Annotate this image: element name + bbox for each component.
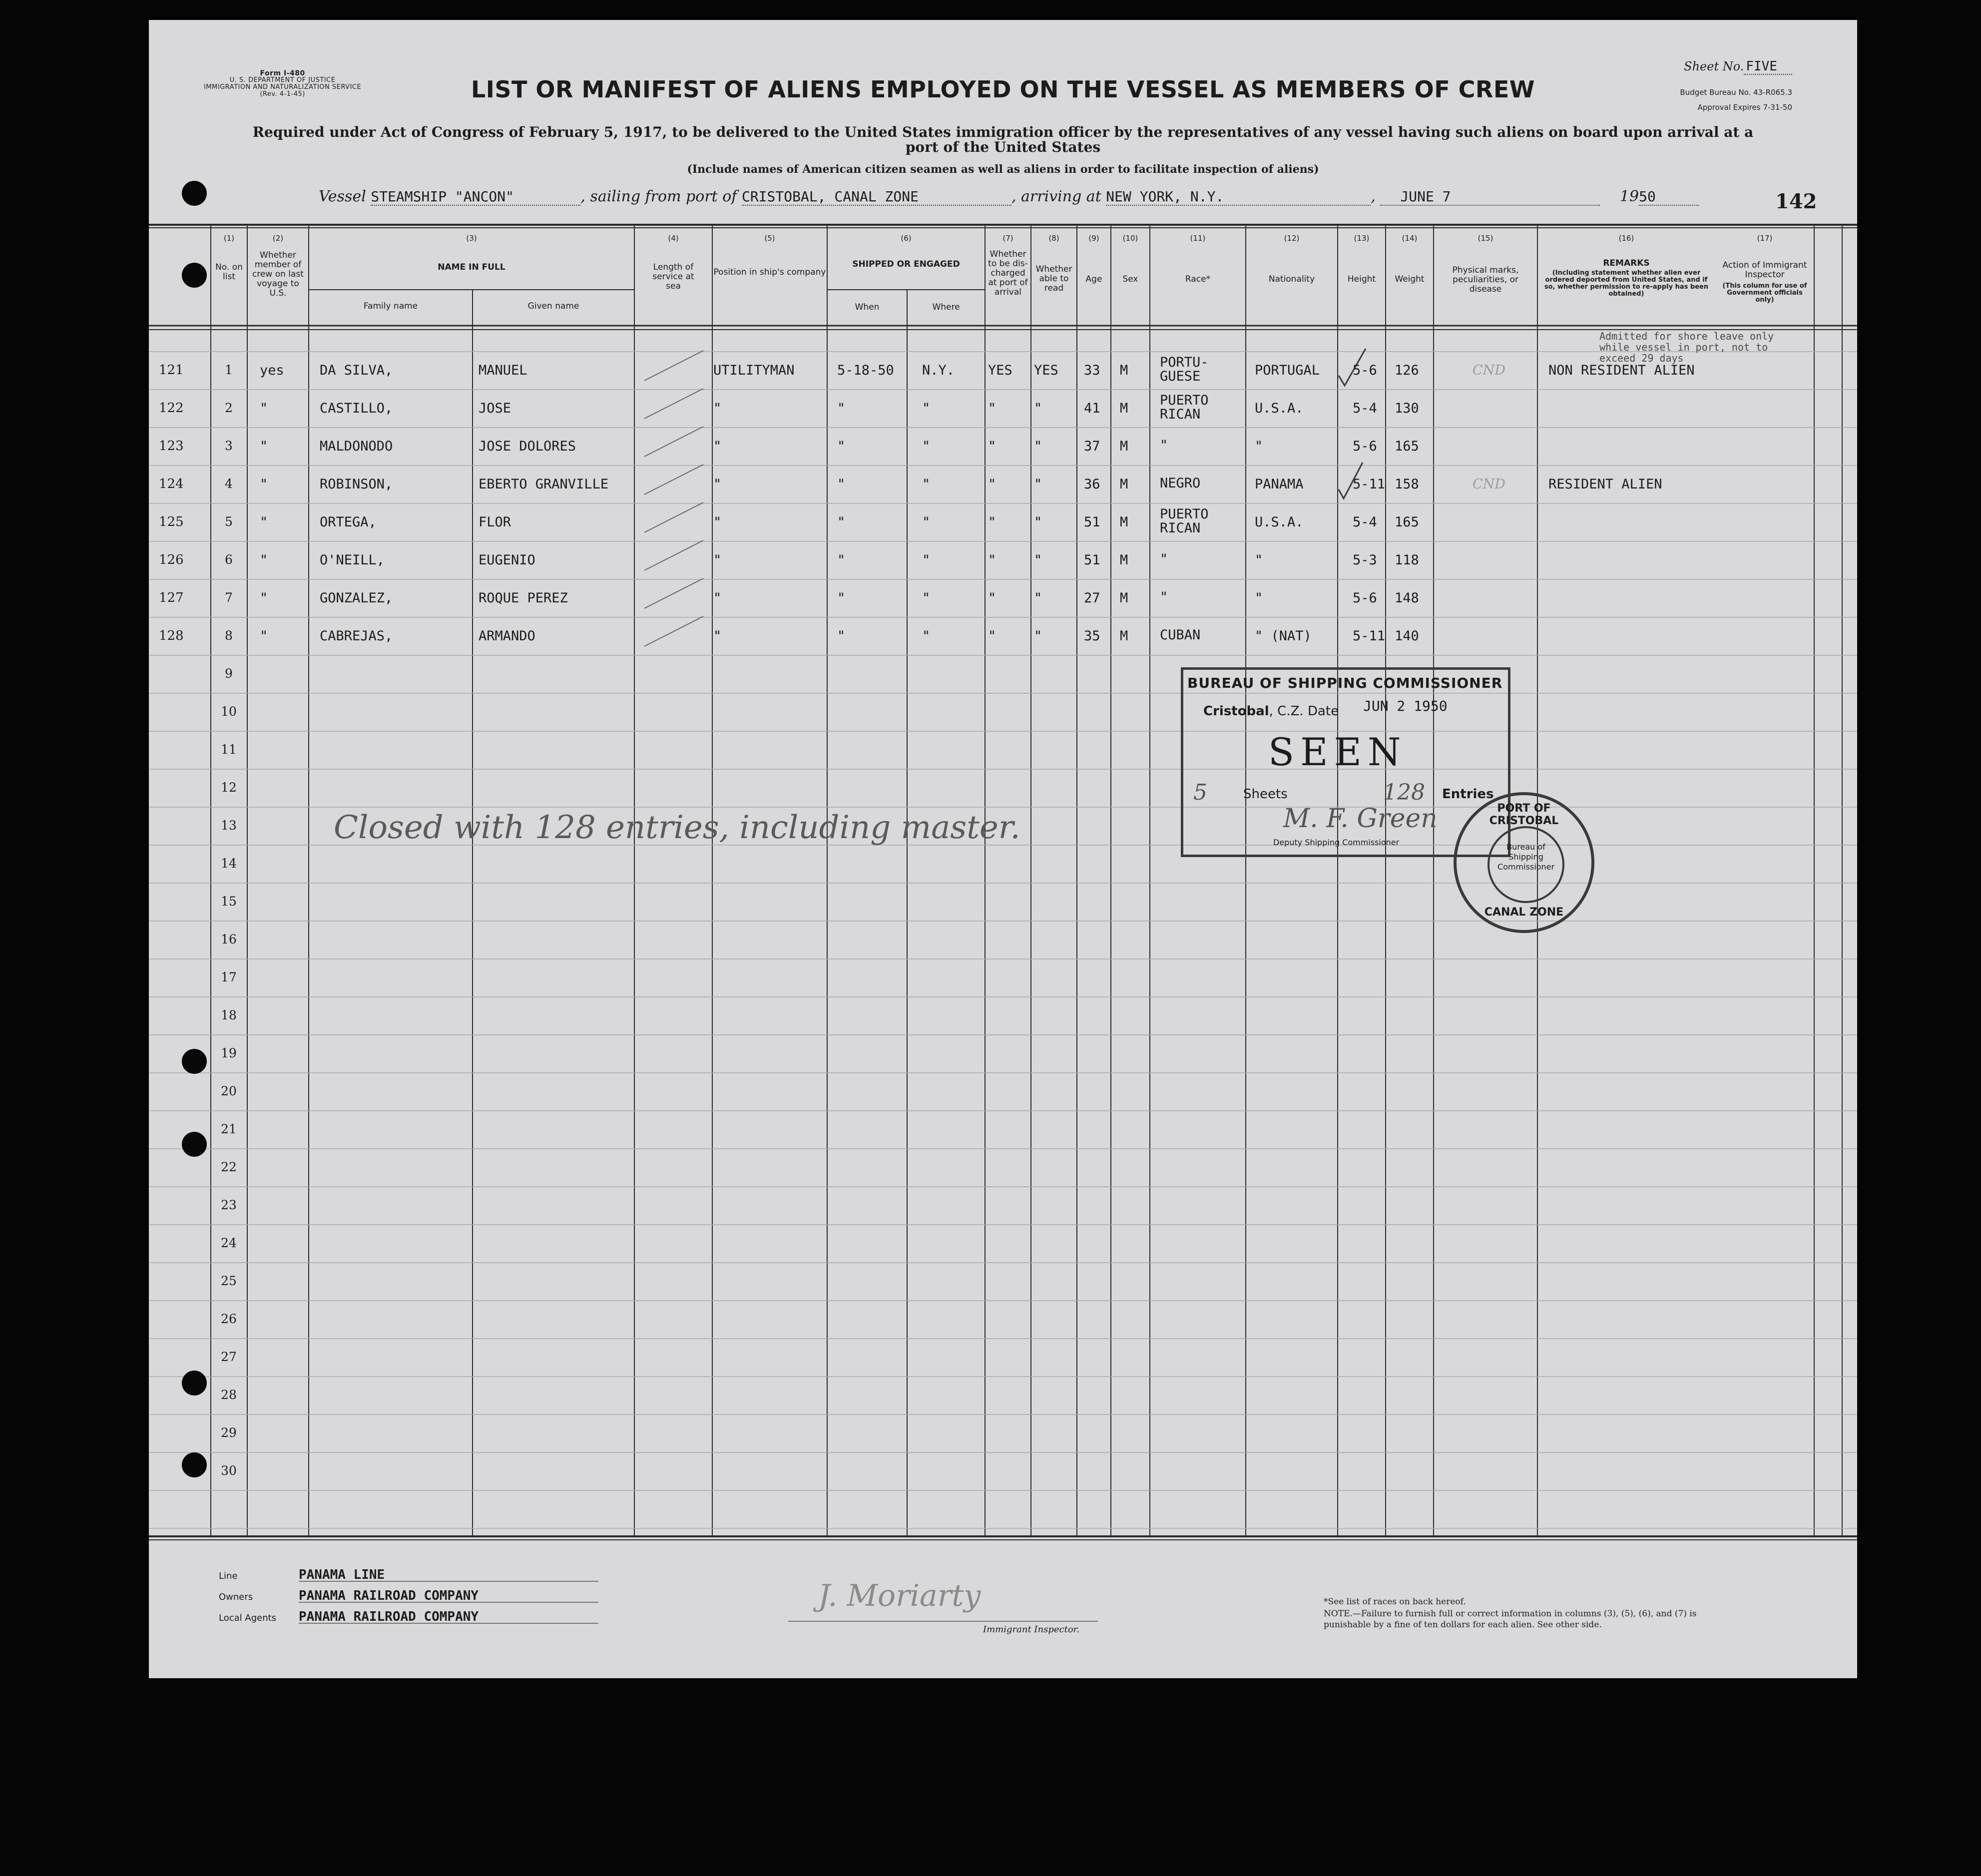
margin-number: 123	[159, 439, 184, 454]
given-name: JOSE DOLORES	[479, 439, 576, 454]
crew-member-flag: "	[260, 590, 268, 606]
age: 41	[1084, 401, 1100, 416]
row-number: 7	[225, 590, 233, 605]
race: CUBAN	[1160, 627, 1201, 643]
to-be-discharged: "	[988, 476, 996, 492]
agents-value: PANAMA RAILROAD COMPANY	[299, 1609, 479, 1624]
weight: 130	[1395, 401, 1419, 416]
binder-hole	[182, 263, 207, 288]
age: 36	[1084, 476, 1100, 492]
hdr-nationality: Nationality	[1268, 274, 1315, 284]
col-num-10: (10)	[1122, 234, 1138, 243]
col-num-11: (11)	[1190, 234, 1206, 243]
col-num-8: (8)	[1048, 234, 1059, 243]
stamp-entries-label: Entries	[1442, 787, 1494, 802]
age: 51	[1084, 552, 1100, 568]
hdr-age: Age	[1085, 274, 1102, 284]
binder-hole	[182, 1452, 207, 1477]
given-name: EUGENIO	[479, 552, 535, 568]
hdr-height: Height	[1347, 274, 1376, 284]
race: PUERTO	[1160, 506, 1209, 522]
row-number: 17	[221, 970, 237, 984]
family-name: CABREJAS,	[320, 628, 393, 644]
margin-number: 125	[159, 514, 184, 529]
age: 27	[1084, 590, 1100, 606]
hdr-remarks: REMARKS	[1603, 258, 1650, 268]
footer-rules	[149, 20, 1857, 1678]
sheet-no-label: Sheet No.	[1684, 59, 1744, 73]
race: "	[1160, 589, 1168, 605]
inspector-signature: J. Moriarty	[818, 1578, 981, 1613]
row-number: 11	[221, 742, 237, 757]
shipped-when: "	[837, 514, 846, 530]
race-note: *See list of races on back hereof.	[1324, 1597, 1466, 1607]
family-name: DA SILVA,	[320, 363, 393, 378]
row-number: 2	[225, 401, 233, 415]
race-line-2: GUESE	[1160, 369, 1201, 384]
margin-number: 128	[159, 628, 184, 643]
arriving-label: , arriving at	[1011, 188, 1101, 205]
service: IMMIGRATION AND NATURALIZATION SERVICE	[204, 83, 362, 91]
form-subtitle: Required under Act of Congress of February 5, 1917, to be delivered to the United States immigration officer by the representatives of any vessel having such aliens on board upon arrival at a port of the United States	[252, 124, 1754, 155]
seal-bottom-text: CANAL ZONE	[1484, 906, 1564, 919]
family-name: CASTILLO,	[320, 401, 393, 416]
line-value: PANAMA LINE	[299, 1567, 385, 1582]
race: "	[1160, 438, 1168, 453]
to-be-discharged: "	[988, 401, 996, 416]
able-to-read: "	[1034, 590, 1042, 606]
position: "	[713, 476, 722, 492]
col-num-14: (14)	[1402, 234, 1418, 243]
crew-member-flag: "	[260, 514, 268, 530]
penalty-note: NOTE.—Failure to furnish full or correct information in columns (3), (5), (6), and (7) is punishable by a fine of ten dollars for each alien. See other side.	[1324, 1609, 1697, 1630]
shipped-where: N.Y.	[922, 363, 955, 378]
hdr-sex: Sex	[1122, 274, 1138, 284]
to-be-discharged: "	[988, 628, 996, 644]
nationality: U.S.A.	[1255, 401, 1304, 416]
shipped-where: "	[922, 590, 931, 606]
row-number: 8	[225, 628, 233, 643]
row-number: 20	[221, 1084, 237, 1098]
family-name: MALDONODO	[320, 439, 393, 454]
col-num-6: (6)	[901, 234, 912, 243]
hdr-when: When	[855, 302, 880, 312]
row-number: 9	[225, 666, 233, 681]
col-num-9: (9)	[1088, 234, 1099, 243]
shipped-when: "	[837, 439, 846, 454]
nationality: " (NAT)	[1255, 628, 1312, 644]
arrival-date: JUNE 7	[1380, 188, 1600, 206]
given-name: MANUEL	[479, 363, 527, 378]
height: 5-6	[1353, 363, 1377, 378]
sheet-no-value: FIVE	[1744, 59, 1792, 75]
weight: 165	[1395, 439, 1419, 454]
col-num-12: (12)	[1284, 234, 1300, 243]
row-number: 1	[225, 363, 233, 377]
margin-number: 126	[159, 552, 184, 567]
margin-number: 127	[159, 590, 184, 605]
nationality: "	[1255, 552, 1263, 568]
hdr-race: Race*	[1185, 274, 1211, 284]
stamp-signature: M. F. Green	[1283, 804, 1438, 834]
weight: 140	[1395, 628, 1419, 644]
hdr-remarks-sub: (Including statement whether alien ever ordered deported from United States, and if so, whether permission to re-apply has been obtained)	[1544, 269, 1709, 298]
row-number: 14	[221, 856, 237, 871]
to-be-discharged: "	[988, 590, 996, 606]
row-number: 16	[221, 932, 237, 946]
shipped-where: "	[922, 476, 931, 492]
sex: M	[1120, 476, 1128, 492]
row-number: 13	[221, 818, 237, 833]
row-number: 25	[221, 1274, 237, 1288]
col-num-3: (3)	[466, 234, 477, 243]
hdr-action: Action of Immigrant Inspector	[1722, 260, 1807, 280]
family-name: ORTEGA,	[320, 514, 377, 530]
row-number: 12	[221, 780, 237, 795]
weight: 126	[1395, 363, 1419, 378]
height: 5-6	[1353, 590, 1377, 606]
weight: 165	[1395, 514, 1419, 530]
inspector-label: Immigrant Inspector.	[983, 1624, 1080, 1635]
sex: M	[1120, 363, 1128, 378]
stamp-date: JUN 2 1950	[1363, 698, 1448, 714]
col-num-5: (5)	[764, 234, 775, 243]
arrival-year: 50	[1639, 188, 1699, 206]
sex: M	[1120, 628, 1128, 644]
position: "	[713, 590, 722, 606]
position: "	[713, 628, 722, 644]
crew-member-flag: yes	[260, 363, 284, 378]
approval-expires: Approval Expires 7-31-50	[1697, 103, 1792, 112]
race: PORTU-	[1160, 355, 1209, 370]
hdr-discharged: Whether to be dis-charged at port of arrival	[988, 249, 1028, 297]
form-instructions: (Include names of American citizen seamen as well as aliens in order to facilitate inspection of aliens)	[687, 163, 1319, 176]
to-be-discharged: "	[988, 439, 996, 454]
height: 5-11	[1353, 628, 1386, 644]
crew-member-flag: "	[260, 476, 268, 492]
port-from: CRISTOBAL, CANAL ZONE	[742, 188, 1011, 206]
sex: M	[1120, 439, 1128, 454]
position: "	[713, 514, 722, 530]
shipped-where: "	[922, 552, 931, 568]
shipped-when: "	[837, 476, 846, 492]
binder-hole	[182, 1132, 207, 1157]
height: 5-6	[1353, 439, 1377, 454]
shipped-where: "	[922, 439, 931, 454]
shipped-when: 5-18-50	[837, 363, 894, 378]
race: "	[1160, 551, 1168, 567]
able-to-read: "	[1034, 401, 1042, 416]
hdr-physical-marks: Physical marks, peculiarities, or disease	[1452, 265, 1519, 294]
margin-number: 122	[159, 401, 184, 416]
family-name: O'NEILL,	[320, 552, 385, 568]
seal-inner-text: Bureau of Shipping Commissioner	[1497, 842, 1555, 872]
weight: 118	[1395, 552, 1419, 568]
row-number: 15	[221, 894, 237, 909]
weight: 158	[1395, 476, 1419, 492]
race: NEGRO	[1160, 475, 1201, 491]
crew-member-flag: "	[260, 628, 268, 644]
row-number: 18	[221, 1008, 237, 1022]
hdr-action-sub: (This column for use of Government officials only)	[1722, 282, 1807, 304]
physical-marks: CND	[1473, 363, 1505, 378]
hdr-member-of-crew: Whether member of crew on last voyage to U.S.	[252, 250, 304, 298]
margin-number: 124	[159, 476, 184, 491]
shipped-where: "	[922, 401, 931, 416]
position: UTILITYMAN	[713, 363, 795, 378]
col-num-17: (17)	[1757, 234, 1773, 243]
row-number: 5	[225, 514, 233, 529]
shore-leave-annotation: Admitted for shore leave only while vessel in port, not to exceed 29 days	[1599, 330, 1774, 364]
col-num-13: (13)	[1354, 234, 1370, 243]
sex: M	[1120, 401, 1128, 416]
to-be-discharged: "	[988, 552, 996, 568]
race: PUERTO	[1160, 393, 1209, 408]
nationality: "	[1255, 439, 1263, 454]
crew-member-flag: "	[260, 552, 268, 568]
stamp-entries-num: 128	[1383, 780, 1425, 805]
row-number: 10	[221, 704, 237, 719]
row-number: 19	[221, 1046, 237, 1060]
height: 5-3	[1353, 552, 1377, 568]
height: 5-4	[1353, 514, 1377, 530]
col-num-2: (2)	[272, 234, 284, 243]
hdr-name-in-full: NAME IN FULL	[438, 262, 505, 272]
shipped-where: "	[922, 628, 931, 644]
row-number: 30	[221, 1463, 237, 1478]
col-num-7: (7)	[1002, 234, 1013, 243]
stamp-bureau: BUREAU OF SHIPPING COMMISSIONER	[1187, 675, 1503, 691]
hdr-position: Position in ship's company	[713, 267, 826, 277]
age: 37	[1084, 439, 1100, 454]
nationality: PANAMA	[1255, 476, 1304, 492]
col-num-15: (15)	[1478, 234, 1493, 243]
nationality: U.S.A.	[1255, 514, 1304, 530]
able-to-read: YES	[1034, 363, 1058, 378]
budget-bureau: Budget Bureau No. 43-R065.3	[1680, 88, 1792, 97]
crew-member-flag: "	[260, 401, 268, 416]
age: 33	[1084, 363, 1100, 378]
stamp-place: Cristobal	[1203, 704, 1269, 719]
stamp-date-label: , C.Z. Date	[1269, 704, 1339, 719]
vessel-line: Vessel STEAMSHIP "ANCON" , sailing from port of CRISTOBAL, CANAL ZONE , arriving at NEW YORK, N.Y. , JUNE 7 1950	[319, 188, 1797, 206]
nationality: PORTUGAL	[1255, 363, 1320, 378]
position: "	[713, 439, 722, 454]
manifest-sheet	[149, 20, 1857, 1678]
row-number: 3	[225, 439, 233, 453]
revision: (Rev. 4-1-45)	[260, 90, 305, 98]
to-be-discharged: "	[988, 514, 996, 530]
hdr-family-name: Family name	[363, 301, 418, 311]
able-to-read: "	[1034, 514, 1042, 530]
row-number: 22	[221, 1160, 237, 1174]
shipped-where: "	[922, 514, 931, 530]
able-to-read: "	[1034, 628, 1042, 644]
line-label: Line	[219, 1571, 238, 1581]
sex: M	[1120, 590, 1128, 606]
port-to: NEW YORK, N.Y.	[1106, 188, 1371, 206]
shipped-when: "	[837, 552, 846, 568]
remarks: RESIDENT ALIEN	[1548, 476, 1662, 492]
hdr-given-name: Given name	[527, 301, 579, 311]
position: "	[713, 401, 722, 416]
family-name: GONZALEZ,	[320, 590, 393, 606]
form-title: LIST OR MANIFEST OF ALIENS EMPLOYED ON THE VESSEL AS MEMBERS OF CREW	[471, 76, 1535, 103]
row-number: 27	[221, 1350, 237, 1364]
row-number: 21	[221, 1122, 237, 1136]
binder-hole	[182, 1049, 207, 1074]
col-num-1: (1)	[223, 234, 235, 243]
given-name: EBERTO GRANVILLE	[479, 476, 609, 492]
hdr-weight: Weight	[1395, 274, 1425, 284]
able-to-read: "	[1034, 439, 1042, 454]
owners-value: PANAMA RAILROAD COMPANY	[299, 1588, 479, 1603]
sex: M	[1120, 514, 1128, 530]
stamp-deputy: Deputy Shipping Commissioner	[1273, 838, 1400, 847]
weight: 148	[1395, 590, 1419, 606]
age: 35	[1084, 628, 1100, 644]
position: "	[713, 552, 722, 568]
remarks: NON RESIDENT ALIEN	[1548, 363, 1695, 378]
given-name: ARMANDO	[479, 628, 535, 644]
given-name: FLOR	[479, 514, 511, 530]
department: U. S. DEPARTMENT OF JUSTICE	[229, 76, 336, 84]
given-name: JOSE	[479, 401, 511, 416]
shipped-when: "	[837, 401, 846, 416]
margin-number: 121	[159, 363, 184, 378]
binder-hole	[182, 181, 207, 206]
vessel-label: Vessel	[319, 188, 366, 205]
race-line-2: RICAN	[1160, 520, 1201, 536]
age: 51	[1084, 514, 1100, 530]
shipped-when: "	[837, 590, 846, 606]
shipped-when: "	[837, 628, 846, 644]
row-number: 29	[221, 1425, 237, 1440]
sex: M	[1120, 552, 1128, 568]
row-number: 4	[225, 476, 233, 491]
row-number: 26	[221, 1312, 237, 1326]
agents-label: Local Agents	[219, 1613, 277, 1623]
nationality: "	[1255, 590, 1263, 606]
col-num-4: (4)	[668, 234, 679, 243]
height: 5-4	[1353, 401, 1377, 416]
row-number: 23	[221, 1198, 237, 1212]
row-number: 24	[221, 1236, 237, 1250]
to-be-discharged: YES	[988, 363, 1012, 378]
col-num-16: (16)	[1618, 234, 1634, 243]
owners-label: Owners	[219, 1592, 253, 1602]
row-number: 6	[225, 552, 233, 567]
stamp-sheets-label: Sheets	[1243, 787, 1288, 802]
race-line-2: RICAN	[1160, 407, 1201, 422]
handwritten-closing-note: Closed with 128 entries, including master.	[334, 809, 1020, 846]
stamp-seen: SEEN	[1268, 730, 1407, 774]
physical-marks: CND	[1473, 476, 1505, 492]
sailing-label: , sailing from port of	[580, 188, 737, 205]
family-name: ROBINSON,	[320, 476, 393, 492]
seal-top-text: PORT OF CRISTOBAL	[1489, 802, 1559, 827]
hdr-where: Where	[932, 302, 960, 312]
form-number: Form I-480	[260, 69, 305, 77]
year-prefix: 19	[1619, 188, 1639, 205]
vessel-name: STEAMSHIP "ANCON"	[371, 188, 580, 206]
row-number: 28	[221, 1388, 237, 1402]
stamp-sheets-num: 5	[1193, 780, 1207, 805]
binder-hole	[182, 1371, 207, 1396]
able-to-read: "	[1034, 552, 1042, 568]
hdr-shipped-engaged: SHIPPED OR ENGAGED	[852, 259, 960, 269]
height: 5-11	[1353, 476, 1386, 492]
hdr-able-to-read: Whether able to read	[1035, 264, 1072, 293]
given-name: ROQUE PEREZ	[479, 590, 568, 606]
crew-member-flag: "	[260, 439, 268, 454]
page-number: 142	[1775, 190, 1817, 213]
hdr-no-on-list: No. on list	[215, 262, 243, 282]
able-to-read: "	[1034, 476, 1042, 492]
hdr-length-of-service: Length of service at sea	[652, 262, 694, 291]
